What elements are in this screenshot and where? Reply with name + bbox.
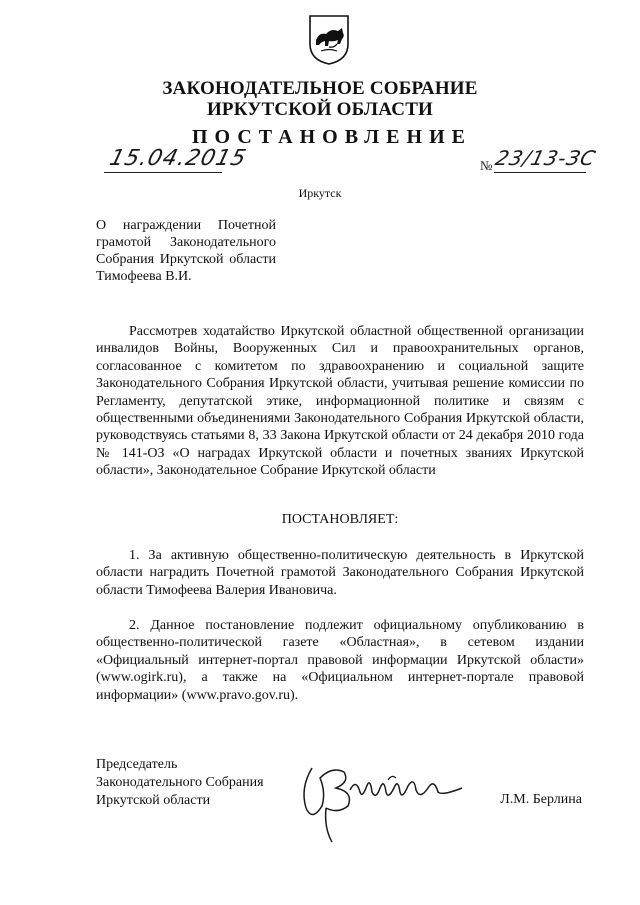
- number-sign: №: [480, 158, 493, 173]
- clause-1: 1. За активную общественно-политическую деятельность в Иркутской области наградить Почетной грамотой Законодательного Собрания Иркутской области Тимофеева Валерия Ивановича.: [96, 548, 584, 598]
- preamble-paragraph: Рассмотрев ходатайство Иркутской областной общественной организации инвалидов Войны, Вооруженных Сил и правоохранительных органов, согласованное с комитетом по здравоохранению и социальной защите Законодательного Собрания Иркутской области, учитывая решение комиссии по Регламенту, депутатской этике, информационной политике и связям с общественными объединениями Законодательного Собрания Иркутской области, руководствуясь статьями 8, 33 Закона Иркутской области от 24 декабря 2010 года № 141-ОЗ «О наградах Иркутской области и почетных званиях Иркутской области», Законодательное Собрание Иркутской области: [96, 324, 584, 479]
- document-date: 15.04.2015: [106, 146, 250, 171]
- handwritten-signature: [292, 748, 472, 848]
- subject-heading: О награждении Почетной грамотой Законодательного Собрания Иркутской области Тимофеева В.И.: [96, 218, 276, 284]
- number-underline: [494, 172, 586, 173]
- position-line-2: Законодательного Собрания: [96, 775, 264, 790]
- date-underline: [104, 172, 222, 173]
- position-line-1: Председатель: [96, 757, 178, 772]
- coat-of-arms-emblem: [307, 14, 351, 66]
- city-name: Иркутск: [298, 186, 342, 200]
- organization-name-line-1: ЗАКОНОДАТЕЛЬНОЕ СОБРАНИЕ: [162, 78, 478, 99]
- document-number: 23/13-ЗС: [493, 146, 599, 170]
- organization-name-line-2: ИРКУТСКОЙ ОБЛАСТИ: [206, 99, 434, 120]
- clause-2: 2. Данное постановление подлежит официальному опубликованию в общественно-политической газете «Областная», в сетевом издании «Официальный интернет-портал правовой информации Иркутской области» (www.ogirk.ru), а также на «Официальном интернет-портале правовой информации» (www.pravo.gov.ru).: [96, 618, 584, 703]
- position-line-3: Иркутской области: [96, 793, 211, 808]
- signature-position: [96, 756, 264, 810]
- signer-name: Л.М. Берлина: [500, 792, 582, 807]
- document-type-title: ПОСТАНОВЛЕНИЕ: [192, 126, 472, 148]
- resolves-heading: ПОСТАНОВЛЯЕТ:: [281, 512, 399, 527]
